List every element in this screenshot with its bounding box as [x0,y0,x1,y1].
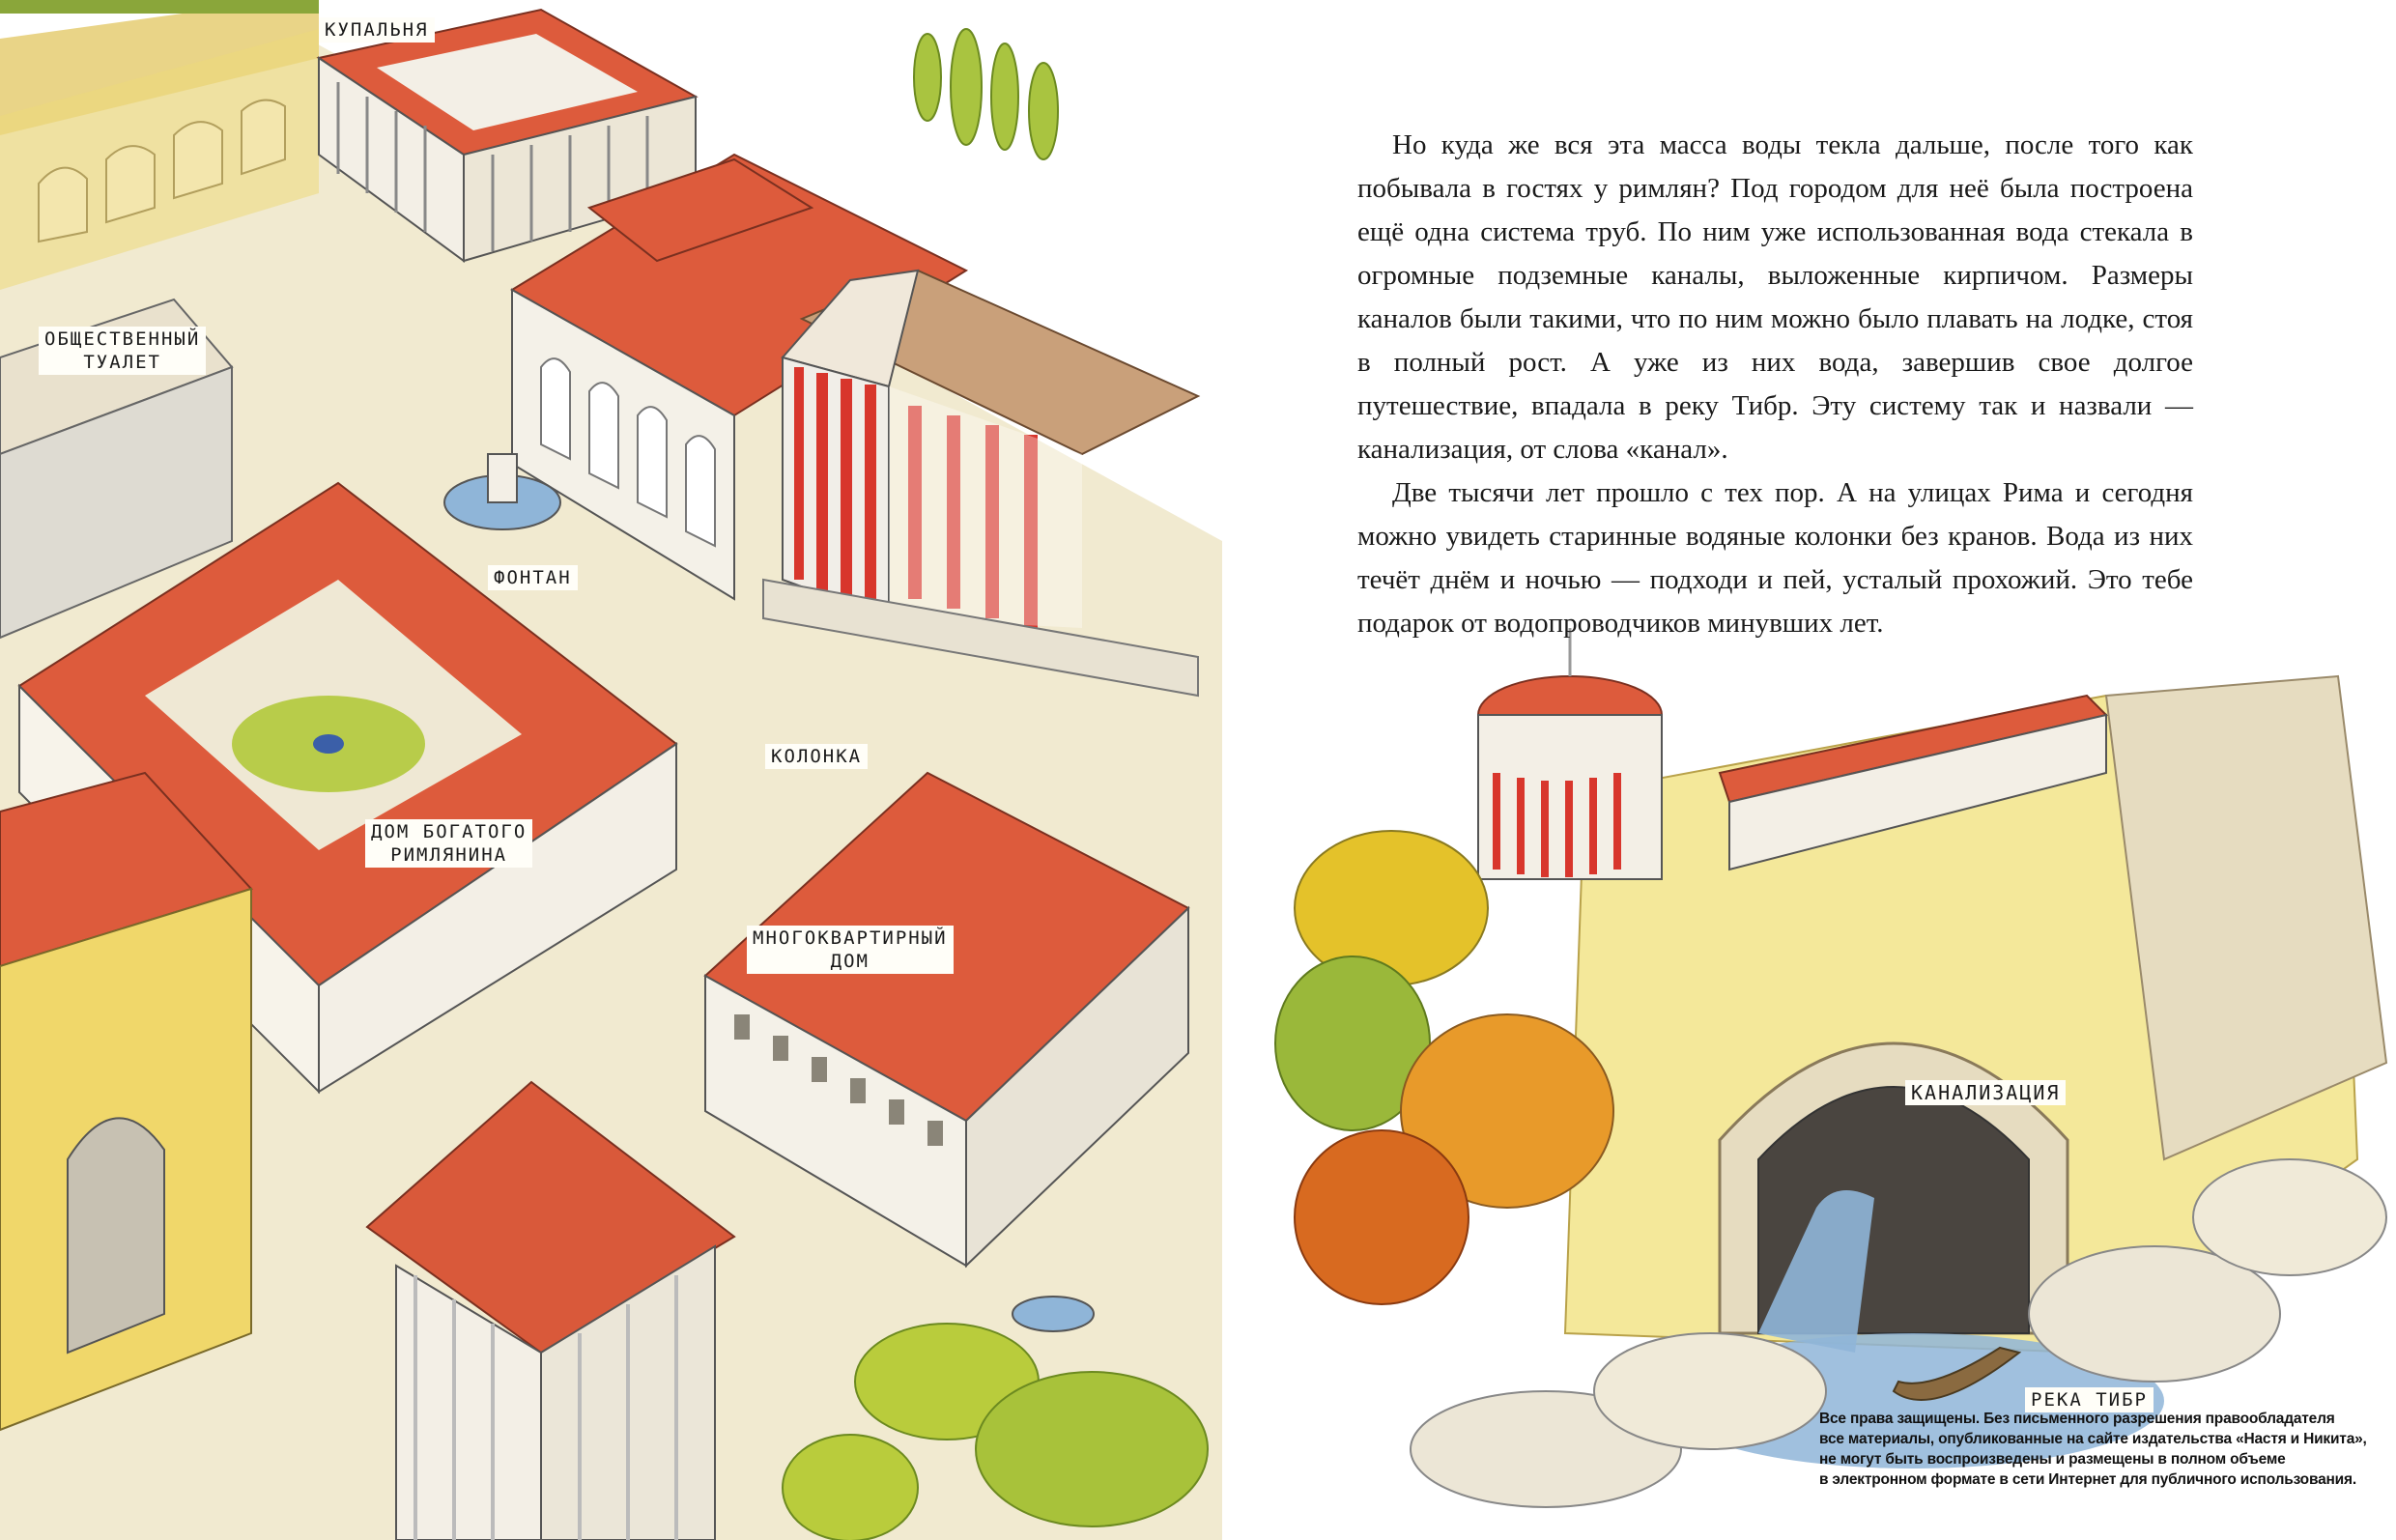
label-water-column: КОЛОНКА [765,744,868,769]
label-apartment-house-line-1: МНОГОКВАРТИРНЫЙ [753,927,948,949]
label-rich-house-line-2: РИМЛЯНИНА [390,844,508,866]
copyright-line-2: все материалы, опубликованные на сайте издательства «Настя и Никита», [1819,1431,2367,1447]
paragraph-2: Две тысячи лет прошло с тех пор. А на улицах Рима и сегодня можно увидеть старинные водяные колонки без кранов. Вода из них течёт днём и ночью — подходи и пей, усталый прохожий. Это тебе подарок от водопроводчиков минувших лет. [1357,477,2193,639]
label-public-toilet-line-1: ОБЩЕСТВЕННЫЙ [44,328,201,350]
copyright-line-3: не могут быть воспроизведены и размещены в полном объеме [1819,1451,2286,1468]
copyright-line-4: в электронном формате в сети Интернет для публичного использования. [1819,1471,2356,1488]
copyright-line-1: Все права защищены. Без письменного разрешения правообладателя [1819,1411,2335,1427]
paragraph-1: Но куда же вся эта масса воды текла дальше, после того как побывала в гостях у римлян? Под городом для неё была построена ещё одна система труб. По ним уже использованная вода стекала в огромные подземные каналы, выложенные кирпичом. Размеры каналов были такими, что по ним можно было плавать на лодке, стоя в полный рост. А уже из них вода, завершив свое долгое путешествие, впадала в реку Тибр. Эту систему так и назвали — канализация, от слова «канал». [1357,129,2193,465]
body-text [1357,124,2193,645]
label-public-toilet [39,327,206,375]
copyright-notice [1819,1409,2389,1490]
label-rich-house [365,819,532,868]
label-river-tiber: РЕКА ТИБР [2025,1387,2154,1412]
label-apartment-house-line-2: ДОМ [830,951,870,972]
label-sewer: КАНАЛИЗАЦИЯ [1905,1080,2066,1105]
label-baths: КУПАЛЬНЯ [319,17,435,43]
label-apartment-house [747,926,954,974]
label-fountain: ФОНТАН [488,565,578,590]
label-rich-house-line-1: ДОМ БОГАТОГО [371,821,528,842]
label-public-toilet-line-2: ТУАЛЕТ [83,352,161,373]
